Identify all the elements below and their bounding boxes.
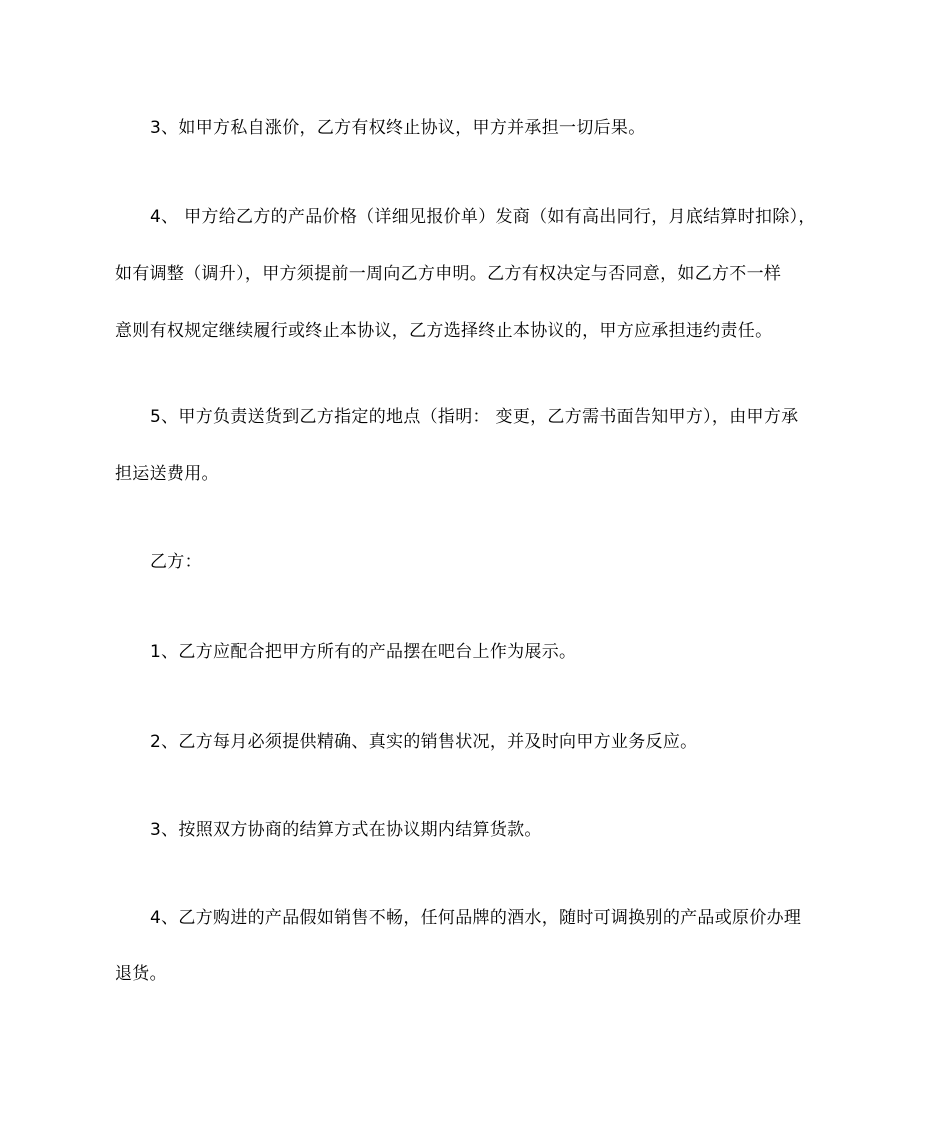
- clause-yi-4-line-1: 4、乙方购进的产品假如销售不畅，任何品牌的酒水，随时可调换别的产品或原价办理: [150, 908, 802, 928]
- clause-jia-5-line-2: 担运送费用。: [115, 464, 219, 484]
- clause-yi-1: 1、乙方应配合把甲方所有的产品摆在吧台上作为展示。: [150, 642, 577, 662]
- clause-yi-4-line-2: 退货。: [115, 964, 167, 984]
- clause-jia-4-line-3: 意则有权规定继续履行或终止本协议，乙方选择终止本协议的，甲方应承担违约责任。: [115, 321, 773, 341]
- clause-jia-5-line-1: 5、甲方负责送货到乙方指定的地点（指明： 变更，乙方需书面告知甲方），由甲方承: [150, 407, 799, 427]
- party-yi-heading: 乙方：: [150, 552, 202, 572]
- clause-jia-4-line-1: 4、 甲方给乙方的产品价格（详细见报价单）发商（如有高出同行，月底结算时扣除），: [150, 207, 816, 227]
- clause-yi-2: 2、乙方每月必须提供精确、真实的销售状况，并及时向甲方业务反应。: [150, 732, 698, 752]
- clause-jia-4-line-2: 如有调整（调升），甲方须提前一周向乙方申明。乙方有权决定与否同意，如乙方不一样: [115, 264, 782, 284]
- clause-jia-3: 3、如甲方私自涨价，乙方有权终止协议，甲方并承担一切后果。: [150, 118, 646, 138]
- clause-yi-3: 3、按照双方协商的结算方式在协议期内结算货款。: [150, 820, 542, 840]
